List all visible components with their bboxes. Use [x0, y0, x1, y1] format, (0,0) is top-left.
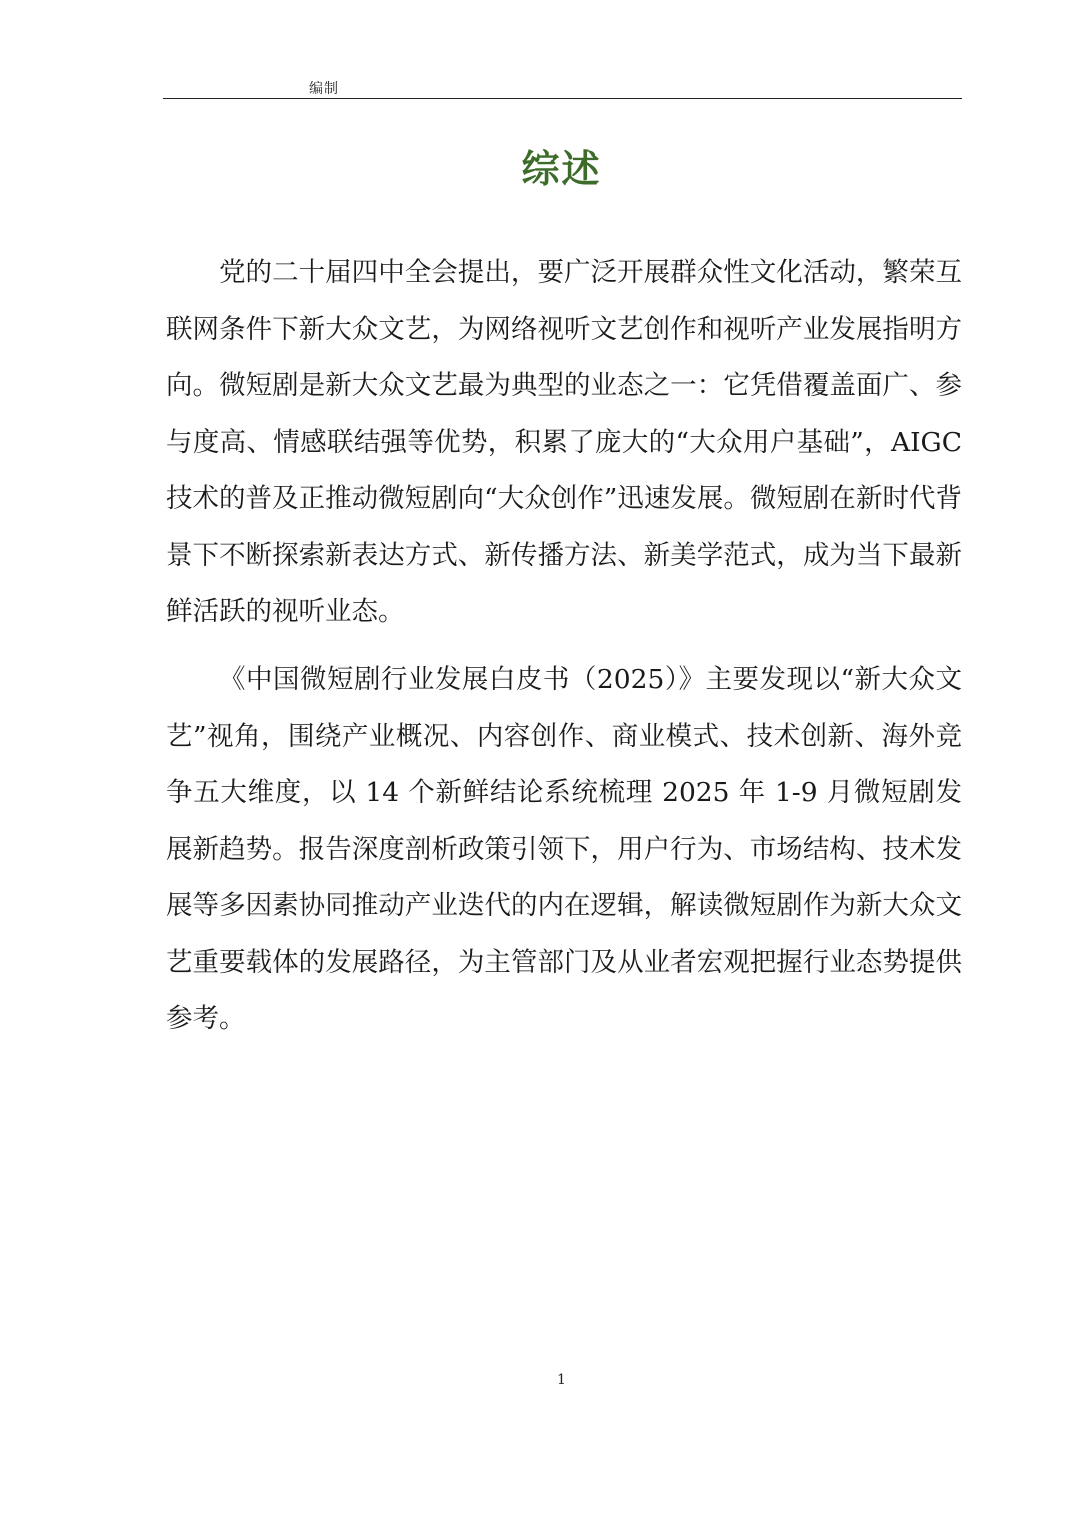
body-paragraph-1: 党的二十届四中全会提出，要广泛开展群众性文化活动，繁荣互联网条件下新大众文艺，为网络视听文艺创作和视听产业发展指明方向。微短剧是新大众文艺最为典型的业态之一：它凭借覆盖面广、参与度高、情感联结强等优势，积累了庞大的“大众用户基础”，AIGC 技术的普及正推动微短剧向“大众创作”迅速发展。微短剧在新时代背景下不断探索新表达方式、新传播方法、新美学范式，成为当下最新鲜活跃的视听业态。	[166, 257, 962, 627]
page-title: 综述	[521, 147, 602, 191]
body-paragraph-2: 《中国微短剧行业发展白皮书（2025）》主要发现以“新大众文艺”视角，围绕产业概况、内容创作、商业模式、技术创新、海外竞争五大维度，以 14 个新鲜结论系统梳理 2025 年 1-9 月微短剧发展新趋势。报告深度剖析政策引领下，用户行为、市场结构、技术发展等多因素协同推动产业迭代的内在逻辑，解读微短剧作为新大众文艺重要载体的发展路径，为主管部门及从业者宏观把握行业态势提供参考。	[166, 664, 962, 1034]
header-label: 编制	[309, 81, 339, 97]
page-number: 1	[557, 1372, 566, 1388]
header-divider	[163, 98, 962, 99]
